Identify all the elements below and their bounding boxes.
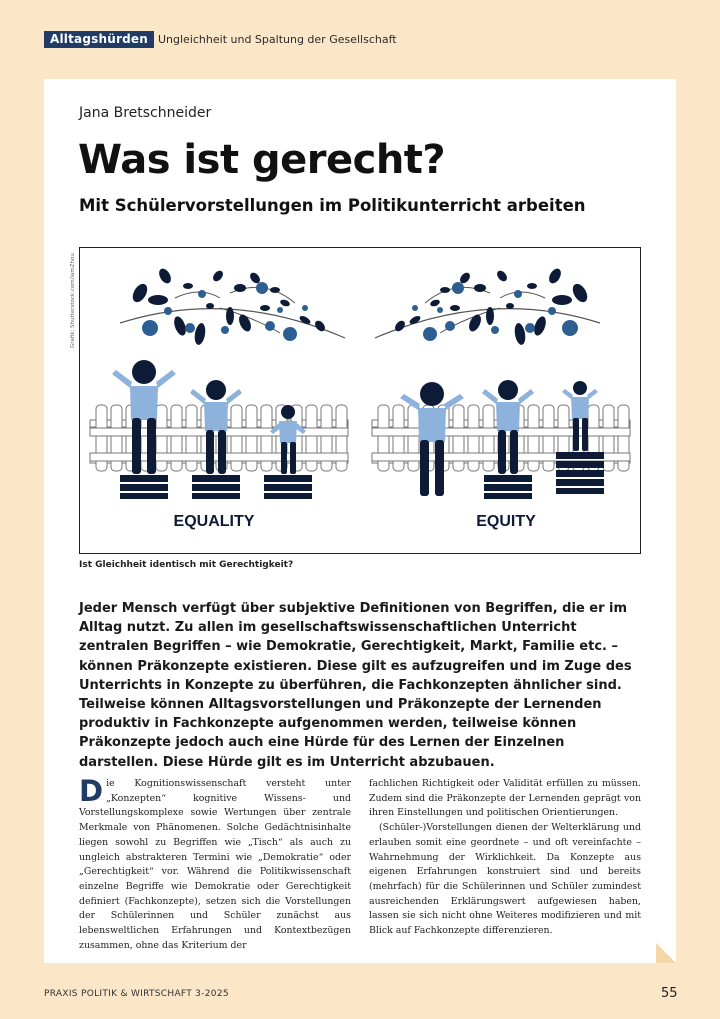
article-subtitle: Mit Schülervorstellungen im Politikunterricht arbeiten xyxy=(79,196,586,215)
crates-left xyxy=(120,475,312,499)
body-paragraph-2b: (Schüler-)Vorstellungen dienen der Welterklärung und erlauben somit eine geordnete – und oft vereinfachte – Wahrnehmung der Wirklichkeit. Da Konzepte aus eigenen Erfahrungen konstruiert sind und bereits (mehrfach) für die Schülerinnen und Schüler zumindest ausreichenden Erklärungswert aufgewiesen haben, lassen sie sich nicht ohne Weiteres modifizieren und mit Blick auf Fachkonzepte differenzieren. xyxy=(369,822,641,937)
body-paragraph-2a: fachlichen Richtigkeit oder Validität erfüllen zu müssen. Zudem sind die Präkonzepte der Lernenden geprägt von ihren Einstellungen und politischen Orientierungen. xyxy=(369,778,641,819)
section-tag: Alltagshürden xyxy=(44,31,154,48)
body-text-col1: ie Kognitionswissenschaft versteht unter „Konzepten“ kognitive Wissens- und Vorstellungskomplexe sowie Wertungen über zentrale Merkmale von Phänomenen. Solche Gedächtnisinhalte liegen sowohl zu Begriffen wie „Tisch“ als auch zu ungleich abstrakteren Termini wie „Demokratie“ oder „Gerechtigkeit“ vor. Während die Politikwissenschaft einzelne Begriffe wie Demokratie oder Gerechtigkeit definiert (Fachkonzepte), setzen sich die Vorstellungen der Schülerinnen und Schüler zunächst aus lebensweltlichen Erfahrungen und Kontextbezügen zusammen, ohne das Kriterium der xyxy=(79,778,351,951)
page-number: 55 xyxy=(661,986,678,1001)
publication-footer: PRAXIS POLITIK & WIRTSCHAFT 3-2025 xyxy=(44,989,229,999)
body-column-2 xyxy=(369,777,641,939)
drop-cap: D xyxy=(79,774,104,808)
equity-label: EQUITY xyxy=(476,513,536,530)
equality-equity-illustration xyxy=(79,247,641,554)
figure-caption: Ist Gleichheit identisch mit Gerechtigkeit? xyxy=(79,560,294,570)
body-column-1 xyxy=(79,774,351,953)
section-topic: Ungleichheit und Spaltung der Gesellschaft xyxy=(158,33,397,46)
equality-scene xyxy=(90,267,348,530)
image-credit-text: Grafik: Shutterstock.com/iamZhou xyxy=(70,253,76,348)
equality-label: EQUALITY xyxy=(173,513,255,530)
article-title: Was ist gerecht? xyxy=(78,137,446,183)
page-corner-fold xyxy=(656,943,676,963)
equity-scene xyxy=(372,267,630,530)
lead-paragraph: Jeder Mensch verfügt über subjektive Definitionen von Begriffen, die er im Alltag nutzt. Zu allen im gesellschaftswissenschaftlichen Unterricht zentralen Begriffen – wie Demokratie, Gerechtigkeit, Markt, Familie etc. – können Präkonzepte existieren. Diese gilt es aufzugreifen und im Zuge des Unterrichts in Konzepte zu überführen, die Fachkonzepten ähnlicher sind. Teilweise können Alltagsvorstellungen und Präkonzepte der Lernenden produktiv in Fachkonzepte aufgenommen werden, teilweise können Präkonzepte jedoch auch eine Hürde für des Lernen der Einzelnen darstellen. Diese Hürde gilt es im Unterricht abzubauen. xyxy=(79,601,632,770)
author-name: Jana Bretschneider xyxy=(79,105,212,121)
berries-left xyxy=(142,282,308,341)
berries-right xyxy=(412,282,578,341)
